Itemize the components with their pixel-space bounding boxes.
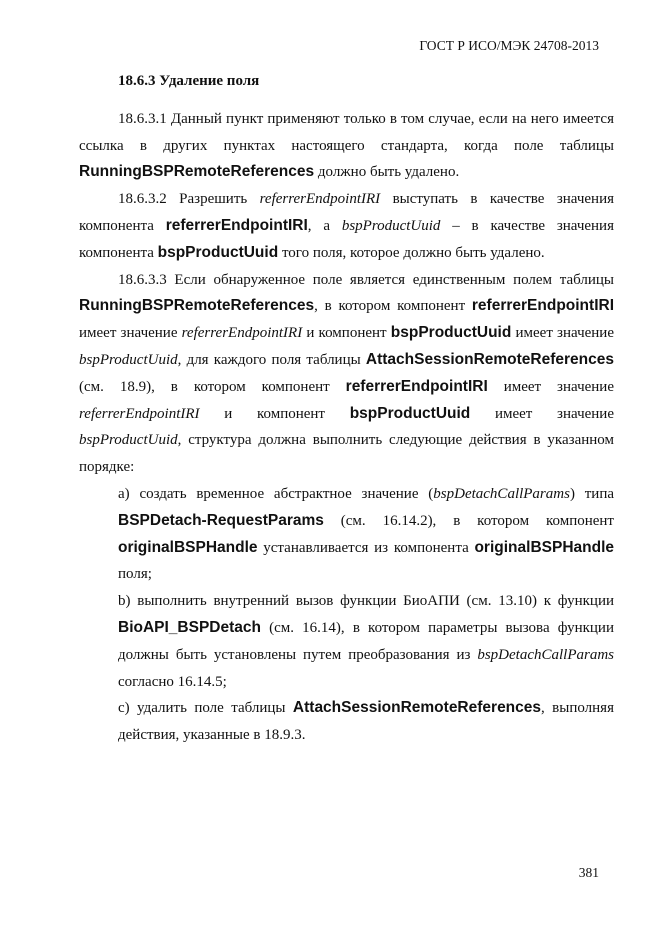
text: выступать в качестве значения компонента [79,191,614,234]
text: ) типа [569,485,615,502]
text: 18.6.3.3 Если обнаруженное поле является единственным полем таблицы [118,271,614,288]
variable-name: referrerEndpointIRI [181,325,303,342]
text: имеет значение [79,325,182,342]
list-item-c [79,695,614,749]
text: согласно 16.14.5; [118,673,227,690]
text: должно быть удалено. [314,164,460,181]
text: 18.6.3.2 Разрешить [118,191,260,208]
text: и компонент [302,325,391,342]
page-number: 381 [578,865,599,880]
text: и компонент [199,405,350,422]
text: , структура должна выполнить следующие действия в указанном порядке: [79,432,614,476]
variable-name: bspProductUuid [79,432,178,449]
text: , в котором компонент [314,298,472,315]
document-body [79,68,614,749]
variable-name: referrerEndpointIRI [79,405,200,422]
text: (см. 16.14), в котором параметры вызова функции должны быть установлены путем преобразования из [118,619,614,663]
text: 18.6.3.1 Данный пункт применяют только в том случае, если на него имеется ссылка в других пунктах настоящего стандарта, когда поле таблицы [79,110,614,154]
text: а) создать временное абстрактное значение ( [118,485,434,502]
type-name: BSPDetach-RequestParams [118,511,324,529]
text: , выполняя действия, указанные в 18.9.3. [118,700,614,744]
text: того поля, которое должно быть удалено. [278,244,545,261]
text: имеет значение [487,378,614,395]
component-name: bspProductUuid [390,324,512,342]
component-name: bspProductUuid [157,243,279,261]
paragraph-18-6-3-2 [79,186,614,266]
text: – в качестве значения компонента [79,217,614,261]
function-name: BioAPI_BSPDetach [118,618,261,636]
list-item-a [79,481,614,588]
paragraph-18-6-3-3 [79,267,614,481]
list-item-b [79,588,614,695]
component-name: originalBSPHandle [474,538,614,556]
text: , для каждого поля таблицы [177,351,366,368]
table-name: AttachSessionRemoteReferences [292,699,542,717]
component-name: originalBSPHandle [118,538,258,556]
paragraph-18-6-3-1 [79,106,614,186]
table-name: RunningBSPRemoteReferences [79,163,315,181]
variable-name: referrerEndpointIRI [259,191,381,208]
table-name: RunningBSPRemoteReferences [79,297,315,315]
component-name: referrerEndpointIRI [165,216,308,234]
section-heading: 18.6.3 Удаление поля [118,73,260,89]
text: (см. 18.9), в котором компонент [79,378,346,395]
component-name: bspProductUuid [349,404,471,422]
text: b) выполнить внутренний вызов функции БиоАПИ (см. 13.10) к функции [118,593,614,610]
standard-header: ГОСТ Р ИСО/МЭК 24708-2013 [419,38,599,53]
text: с) удалить поле таблицы [118,700,293,717]
component-name: referrerEndpointIRI [345,377,488,395]
variable-name: bspProductUuid [341,217,441,234]
variable-name: bspDetachCallParams [477,646,614,663]
text: имеет значение [470,405,614,422]
text: , а [307,217,342,234]
text: устанавливается из компонента [257,539,475,556]
text: поля; [118,566,152,583]
component-name: referrerEndpointIRI [471,297,614,315]
table-name: AttachSessionRemoteReferences [365,350,614,368]
text: имеет значение [511,325,614,342]
variable-name: bspProductUuid [79,351,178,368]
text: (см. 16.14.2), в котором компонент [323,512,614,529]
variable-name: bspDetachCallParams [433,485,570,502]
